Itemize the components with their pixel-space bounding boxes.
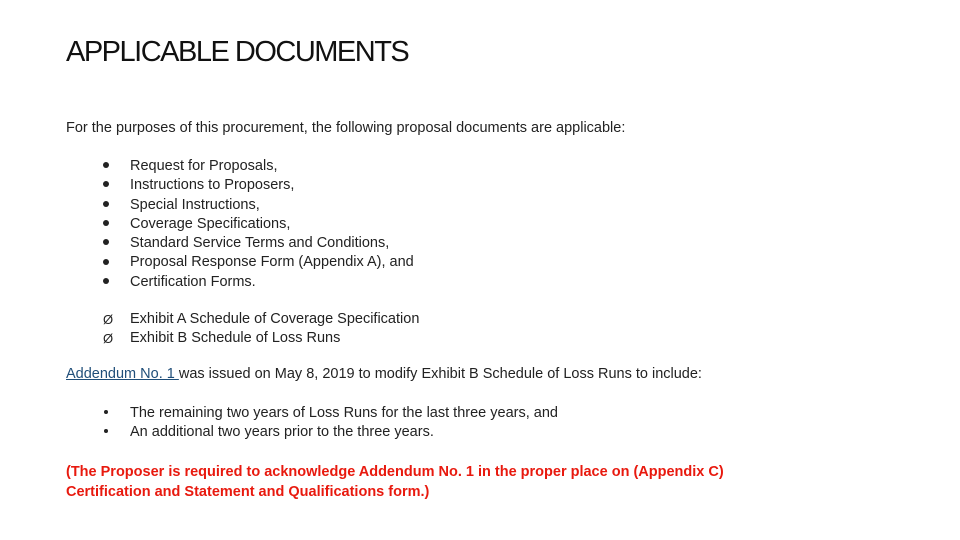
bullet-icon bbox=[100, 157, 112, 176]
bullet-icon bbox=[100, 404, 112, 423]
bullet-icon bbox=[100, 423, 112, 442]
list-item-label: Request for Proposals, bbox=[130, 158, 278, 174]
list-item bbox=[100, 176, 414, 195]
bullet-icon bbox=[100, 176, 112, 195]
page-title: APPLICABLE DOCUMENTS bbox=[66, 36, 409, 68]
list-item bbox=[102, 310, 419, 329]
documents-list bbox=[100, 157, 414, 292]
arrow-bullet-icon: Ø bbox=[102, 312, 114, 327]
list-item-label: Instructions to Proposers, bbox=[130, 177, 295, 194]
list-item bbox=[100, 157, 414, 176]
addendum-link[interactable]: Addendum No. 1 bbox=[66, 366, 179, 382]
list-item-label: Proposal Response Form (Appendix A), and bbox=[130, 254, 414, 271]
bullet-icon bbox=[100, 273, 112, 292]
list-item-label: The remaining two years of Loss Runs for the last three years, and bbox=[130, 405, 558, 421]
exhibit-a-label: Exhibit A Schedule of Coverage Specification bbox=[130, 311, 420, 327]
list-item bbox=[100, 215, 414, 234]
list-item-label: An additional two years prior to the three years. bbox=[130, 424, 434, 441]
list-item bbox=[100, 196, 414, 215]
addendum-text: was issued on May 8, 2019 to modify Exhibit B Schedule of Loss Runs to include: bbox=[178, 366, 702, 382]
addendum-items-list bbox=[100, 404, 558, 443]
bullet-icon bbox=[100, 196, 112, 215]
list-item-label: Certification Forms. bbox=[130, 273, 256, 290]
list-item bbox=[100, 423, 558, 442]
bullet-icon bbox=[100, 253, 112, 272]
addendum-paragraph bbox=[66, 366, 702, 382]
list-item bbox=[100, 404, 558, 423]
list-item-label: Standard Service Terms and Conditions, bbox=[130, 235, 390, 252]
list-item bbox=[100, 253, 414, 272]
notice-text bbox=[66, 462, 724, 502]
intro-text: For the purposes of this procurement, the following proposal documents are applicable: bbox=[66, 120, 626, 136]
bullet-icon bbox=[100, 234, 112, 253]
list-item bbox=[100, 234, 414, 253]
list-item bbox=[102, 329, 419, 348]
list-item-label: Coverage Specifications, bbox=[130, 215, 291, 232]
notice-line-2: Certification and Statement and Qualifications form.) bbox=[66, 484, 430, 500]
bullet-icon bbox=[100, 215, 112, 234]
list-item bbox=[100, 273, 414, 292]
exhibits-list bbox=[102, 310, 419, 349]
list-item-label: Special Instructions, bbox=[130, 196, 260, 213]
arrow-bullet-icon: Ø bbox=[102, 331, 114, 347]
exhibit-b-label: Exhibit B Schedule of Loss Runs bbox=[130, 330, 341, 347]
notice-line-1: (The Proposer is required to acknowledge Addendum No. 1 in the proper place on (Appendix C) bbox=[66, 464, 724, 480]
